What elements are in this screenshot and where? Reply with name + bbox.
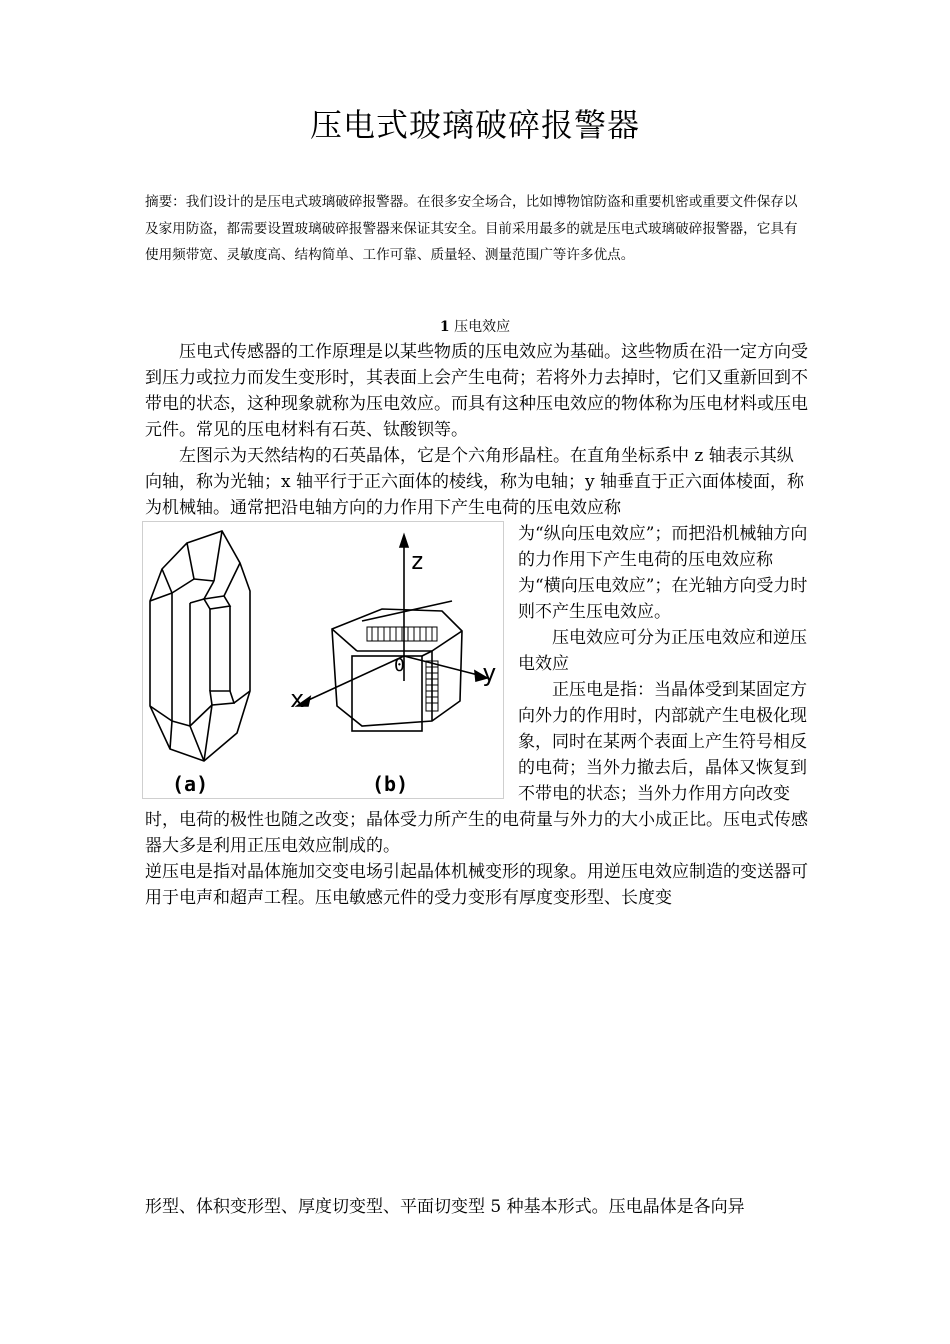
origin-label: 0 bbox=[394, 655, 405, 676]
paragraph-direct-piezo: 正压电是指：当晶体受到某固定方向外力的作用时，内部就产生电极化现象，同时在某两个表面上产生符号相反的电荷；当外力撤去后，晶体又恢复到不带电的状态；当外力作用方向改变时，电荷的极性也随之改变；晶体受力所产生的电荷量与外力的大小成正比。压电式传感器大多是利用正压电效应制成的。 bbox=[145, 680, 808, 856]
section-number: 1 bbox=[439, 319, 450, 335]
paragraph-longitudinal-transverse: 为“纵向压电效应”；而把沿机械轴方向的力作用下产生电荷的压电效应称为“横向压电效应”；在光轴方向受力时则不产生压电效应。 bbox=[518, 524, 808, 622]
paragraph-quartz-crystal: 左图示为天然结构的石英晶体，它是个六角形晶柱。在直角坐标系中 z 轴表示其纵向轴，称为光轴；x 轴平行于正六面体的棱线，称为电轴；y 轴垂直于正六面体棱面，称为机械轴。通常把沿电轴方向的力作用下产生电荷的压电效应称 bbox=[145, 446, 804, 518]
quartz-crystal-figure bbox=[142, 521, 504, 799]
crystal-b-drawing bbox=[297, 535, 487, 731]
quartz-crystal-diagram bbox=[142, 521, 504, 799]
crystal-a-drawing bbox=[150, 531, 250, 761]
axis-y-label: y bbox=[482, 659, 497, 687]
axis-z-label: z bbox=[410, 547, 425, 575]
abstract: 摘要：我们设计的是压电式玻璃破碎报警器。在很多安全场合，比如博物馆防盗和重要机密或重要文件保存以及家用防盗，都需要设置玻璃破碎报警器来保证其安全。目前采用最多的就是压电式玻璃破碎报警器，它具有使用频带宽、灵敏度高、结构简单、工作可靠、质量轻、测量范围广等许多优点。 bbox=[145, 194, 798, 263]
body-text bbox=[145, 339, 810, 911]
section-heading bbox=[0, 316, 950, 336]
paragraph-piezo-types: 压电效应可分为正压电效应和逆压电效应 bbox=[518, 628, 807, 674]
figure-label-a: (a) bbox=[172, 772, 209, 796]
paragraph-piezo-principle: 压电式传感器的工作原理是以某些物质的压电效应为基础。这些物质在沿一定方向受到压力或拉力而发生变形时，其表面上会产生电荷；若将外力去掉时，它们又重新回到不带电的状态，这种现象就称为压电效应。而具有这种压电效应的物体称为压电材料或压电元件。常见的压电材料有石英、钛酸钡等。 bbox=[145, 342, 808, 440]
document-title: 压电式玻璃破碎报警器 bbox=[309, 106, 640, 144]
axis-x-label: x bbox=[290, 685, 305, 713]
paragraph-inverse-piezo: 逆压电是指对晶体施加交变电场引起晶体机械变形的现象。用逆压电效应制造的变送器可用于电声和超声工程。压电敏感元件的受力变形有厚度变形型、长度变 bbox=[145, 862, 808, 908]
figure-label-b: (b) bbox=[372, 772, 409, 796]
section-title: 压电效应 bbox=[454, 319, 511, 335]
page2-text: 形型、体积变形型、厚度切变型、平面切变型 5 种基本形式。压电晶体是各向异 bbox=[145, 1197, 745, 1217]
